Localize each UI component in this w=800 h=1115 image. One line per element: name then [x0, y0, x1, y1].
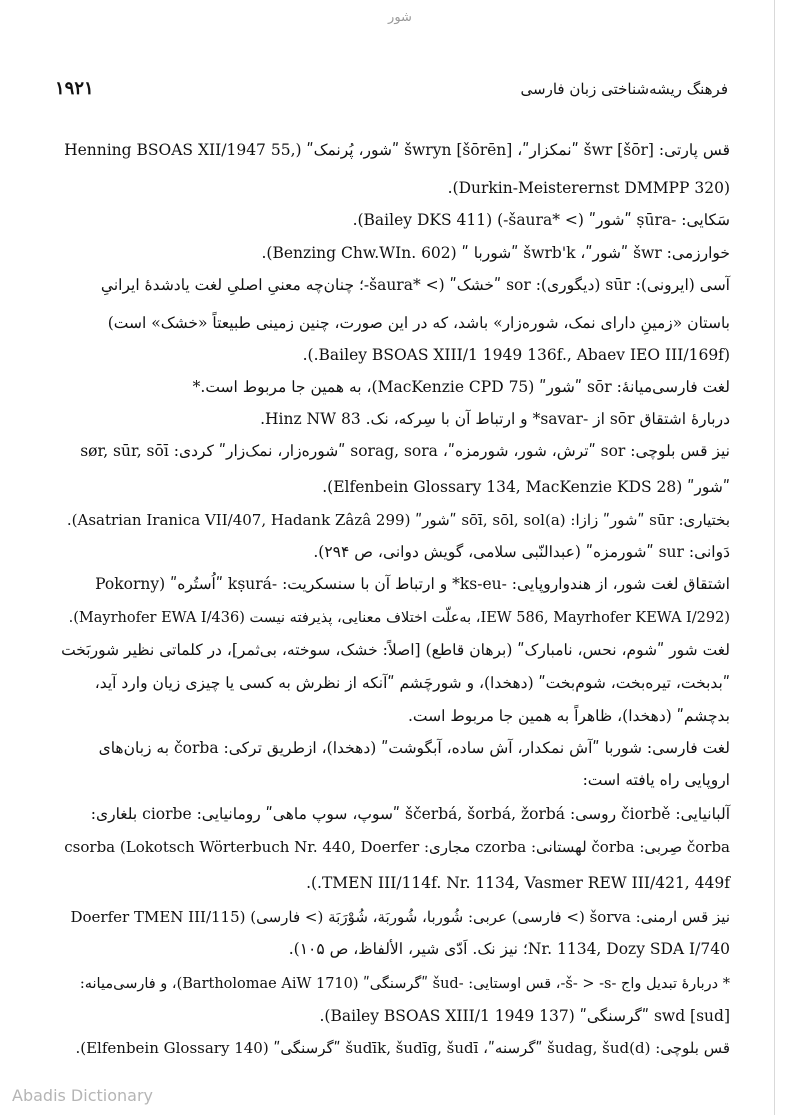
- text-line: نیز قس بلوچی: sor ʺترش، شور، شورمزهʺ، sorag, sora ʺشوره‌زار، نمک‌زارʺ کردی: sør, sūr, sōī: [80, 442, 730, 460]
- text-line: (Bailey BSOAS XIII/1 1949 136f., Abaev IEO III/169f.).: [302, 346, 730, 364]
- site-watermark: Abadis Dictionary: [12, 1086, 153, 1105]
- text-line: آسی (ایرونی): sūr (دیگوری): sor ʺخشکʺ (> *šaura-؛ چنان‌چه معنیِ اصلیِ لغت یادشدهٔ ایرانیِ: [100, 276, 730, 294]
- page-frame-line: [774, 0, 775, 1115]
- text-line: اشتقاق لغت شور، از هندواروپایی: -ks-eu* و ارتباط آن با سنسکریت: -kṣurá ʺاُستُرهʺ (Pokorny: [95, 575, 730, 593]
- text-line: čorba صِربی: čorba لهستانی: czorba مجاری: csorba (Lokotsch Wörterbuch Nr. 440, Doerfer: [64, 838, 730, 856]
- text-line: باستان «زمینِ دارای نمک، شوره‌زار» باشد، که در این صورت، چنین زمینی طبیعتاً «خشک» است): [107, 314, 730, 332]
- footnote-line: قس بلوچی: šudag, šud(d) ʺگرسنهʺ، šudīk, šudīg, šudī ʺگرسنگیʺ (Elfenbein Glossary 140).: [75, 1039, 730, 1057]
- text-line: نیز قس ارمنی: šorva (> فارسی) عربی: شُوربا، شُوربَة، شُوْرَبَة (> فارسی) (Doerfer TMEN III/115: [70, 908, 730, 926]
- text-line: دربارهٔ اشتقاق sōr از -savar* و ارتباط آن با سِرکه، نک. Hinz NW 83.: [260, 410, 730, 428]
- text-line: ʺشورʺ (Elfenbein Glossary 134, MacKenzie KDS 28).: [322, 478, 730, 496]
- text-line: لغت فارسی: شوربا ʺآش نمکدار، آش ساده، آبگوشتʺ (دهخدا)، ازطریق ترکی: čorba به زبان‌های: [98, 739, 730, 757]
- text-line: بختیاری: sūr ʺشورʺ زازا: sōī, sōl, sol(a) ʺشورʺ (Asatrian Iranica VII/407, Hadank Zâzâ 299).: [66, 511, 730, 529]
- text-line: قس پارتی: šwr [šōr] ʺنمکزارʺ، šwryn [šōrēn] ʺشور، پُرنمکʺ (,Henning BSOAS XII/1947 55: [64, 141, 730, 159]
- text-line: لغت فارسی‌میانهٔ: sōr ʺشورʺ (MacKenzie CPD 75)، به همین جا مربوط است.*: [192, 378, 730, 396]
- text-line: (IEW 586, Mayrhofer KEWA I/292، به‌علّت اختلاف معنایی، پذیرفته نیست (Mayrhofer EWA I/436).: [68, 610, 730, 626]
- text-line: (Durkin-Meisterernst DMMPP 320).: [447, 179, 730, 197]
- text-line: اروپایی راه یافته است:: [582, 771, 730, 789]
- footnote-line: swd [sud] ʺگرسنگیʺ (Bailey BSOAS XIII/1 1949 137).: [319, 1007, 730, 1025]
- text-line: Nr. 1134, Dozy SDA I/740؛ نیز نک. اَدّی شیر، الألفاظ، ص ۱۰۵).: [288, 940, 730, 958]
- text-line: TMEN III/114f. Nr. 1134, Vasmer REW III/421, 449f.).: [306, 874, 730, 892]
- top-word-tag: شور: [388, 10, 412, 25]
- footnote-line: * دربارهٔ تبدیل واج -š- > -s-، قس اوستایی: -šud ʺگرسنگیʺ (Bartholomae AiW 1710)، و فارسی‌میانه:: [79, 976, 730, 992]
- text-line: خوارزمی: šwr ʺشورʺ، šwrb'k ʺشوربا ʺ (Benzing Chw.WIn. 602).: [261, 244, 730, 262]
- text-line: دَوانی: sur ʺشورمزهʺ (عبدالنّبی سلامی، گویش دوانی، ص ۲۹۴).: [313, 543, 730, 561]
- text-line: ʺبدبخت، تیره‌بخت، شوم‌بختʺ (دهخدا)، و شورچَشم ʺآنکه از نظرش به کسی یا چیزی زیان وارد آید،: [94, 674, 730, 692]
- text-line: سَکایی: -ṣūra ʺشورʺ (> *šaura-) (Bailey DKS 411).: [352, 211, 730, 229]
- text-line: بدچشمʺ (دهخدا)، ظاهراً به همین جا مربوط است.: [408, 707, 730, 725]
- text-line: لغت شور ʺشوم، نحس، نامبارکʺ (برهان قاطع) [اصلاً: خشک، سوخته، بی‌ثمر]، در کلماتی نظیر شوربَخت: [61, 641, 730, 659]
- page-number: ۱۹۲۱: [55, 78, 94, 99]
- running-title: فرهنگ ریشه‌شناختی زبان فارسی: [520, 80, 728, 98]
- text-line: آلبانیایی: čiorbě روسی: ščerbá, šorbá, žorbá ʺسوپ، سوپ ماهیʺ رومانیایی: ciorbe بلغاری:: [90, 805, 730, 823]
